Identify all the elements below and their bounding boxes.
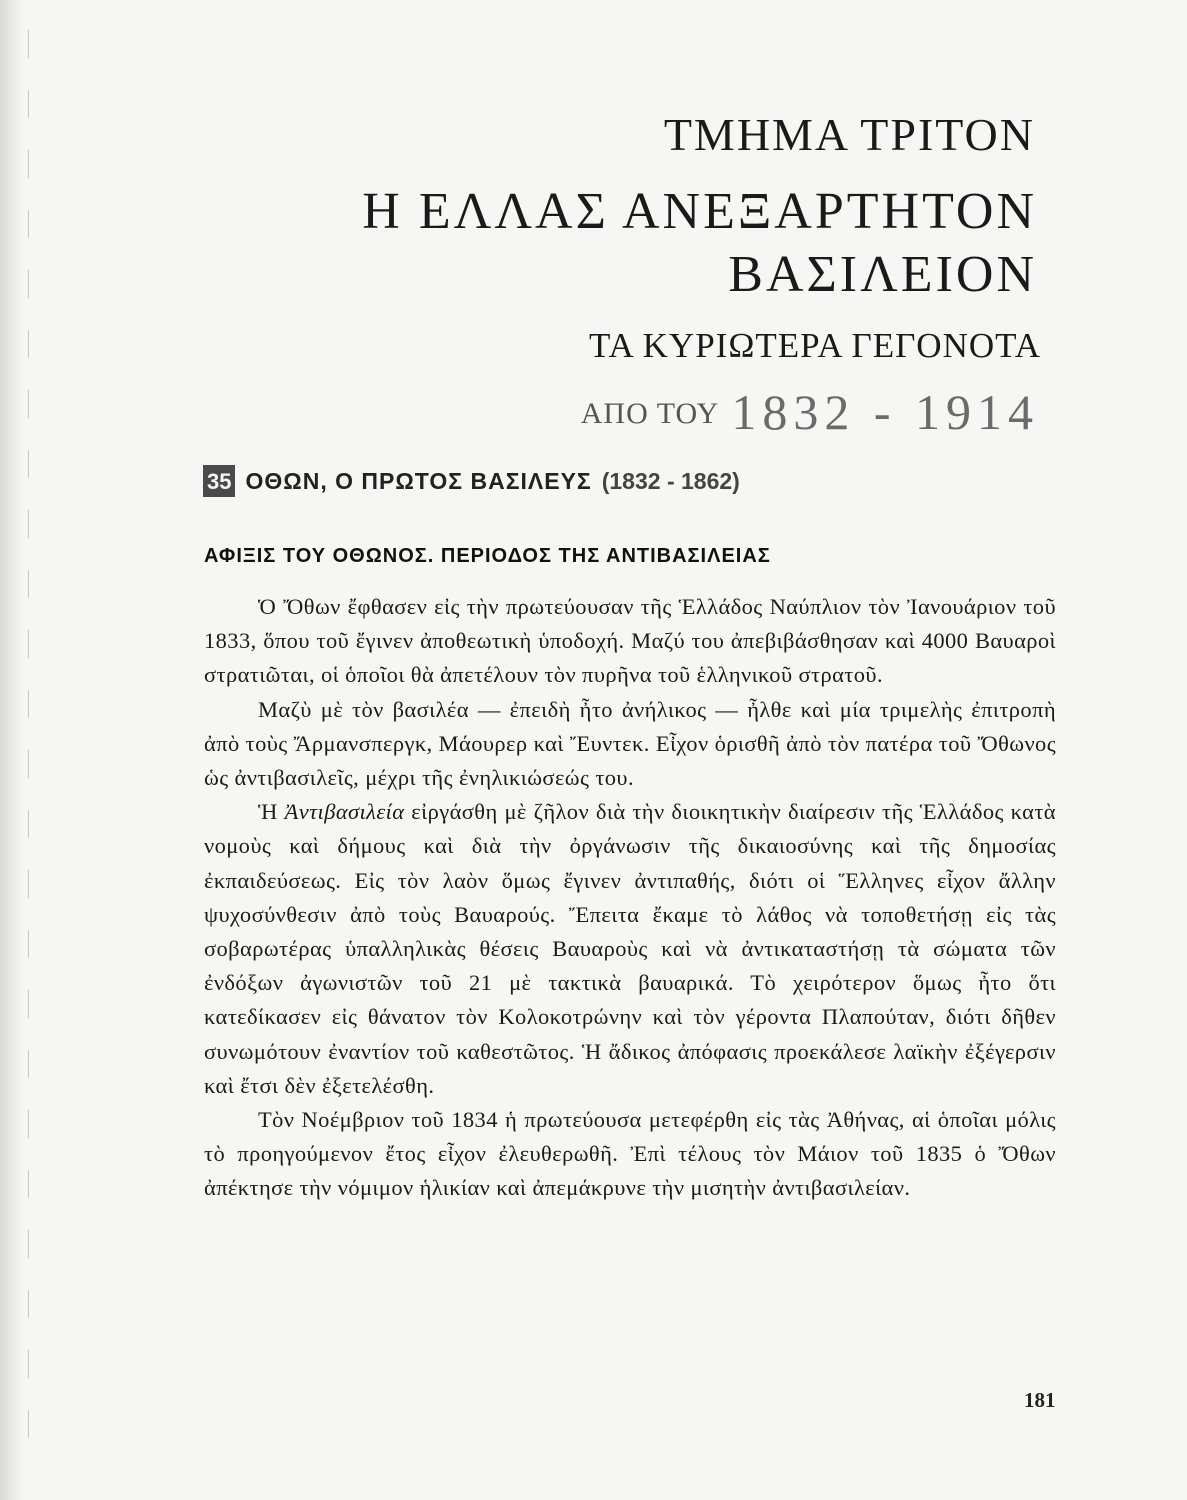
paragraph-3-text: εἰργάσθη μὲ ζῆλον διὰ τὴν διοικητικὴν διαίρεσιν τῆς Ἑλλάδος κατὰ νομοὺς καὶ δήμους καὶ διὰ τὴν ὀργάνωσιν τῆς δικαιοσύνης καὶ τῆς δημοσίας ἐκπαιδεύσεως. Εἰς τὸν λαὸν ὅμως ἔγινεν ἀντιπαθής, διότι οἱ Ἕλληνες εἶχον ἄλλην ψυχοσύνθεσιν ἀπὸ τοὺς Βαυαρούς. Ἔπειτα ἔκαμε τὸ λάθος νὰ τοποθετήσῃ εἰς τὰς σοβαρωτέρας ὑπαλληλικὰς θέσεις Βαυαροὺς καὶ νὰ ἀντικαταστήσῃ τὰ σώματα τῶν ἐνδόξων ἀγωνιστῶν τοῦ 21 μὲ τακτικὰ βαυαρικά. Τὸ χειρότερον ὅμως ἦτο ὅτι κατεδίκασεν εἰς θάνατον τὸν Κολοκοτρώνην καὶ τὸν γέροντα Πλαπούταν, διότι δῆθεν συνωμότουν ἐναντίον τοῦ καθεστῶτος. Ἡ ἄδικος ἀπόφασις προεκάλεσε λαϊκὴν ἐξέγερσιν καὶ ἔτσι δὲν ἐξετελέσθη. [204, 799, 1056, 1098]
paragraph-3-italic-term: Ἀντιβασιλεία [284, 799, 405, 825]
paragraph-4: Τὸν Νοέμβριον τοῦ 1834 ἡ πρωτεύουσα μετεφέρθη εἰς τὰς Ἀθήνας, αἱ ὁποῖαι μόλις τὸ προηγούμενον ἔτος εἶχον ἐλευθερωθῆ. Ἐπὶ τέλους τὸν Μάιον τοῦ 1835 ὁ Ὄθων ἀπέκτησε τὴν νόμιμον ἡλικίαν καὶ ἀπεμάκρυνε τὴν μισητὴν ἀντιβασιλείαν. [204, 1107, 1056, 1201]
paragraph-1: Ὁ Ὄθων ἔφθασεν εἰς τὴν πρωτεύουσαν τῆς Ἑλλάδος Ναύπλιον τὸν Ἰανουάριον τοῦ 1833, ὅπου τοῦ ἔγινεν ἀποθεωτικὴ ὑποδοχή. Μαζύ του ἀπεβιβάσθησαν καὶ 4000 Βαυαροὶ στρατιῶται, οἱ ὁποῖοι θὰ ἀπετέλουν τὸν πυρῆνα τοῦ ἑλληνικοῦ στρατοῦ. [204, 594, 1056, 688]
paragraph-2: Μαζὺ μὲ τὸν βασιλέα — ἐπειδὴ ἦτο ἀνήλικος — ἦλθε καὶ μία τριμελὴς ἐπιτροπὴ ἀπὸ τοὺς Ἄρμανσπεργκ, Μάουρερ καὶ Ἔυντεκ. Εἶχον ὁρισθῆ ἀπὸ τὸν πατέρα τοῦ Ὄθωνος ὡς ἀντιβασιλεῖς, μέχρι τῆς ἐνηλικιώσεώς του. [204, 696, 1056, 791]
section-label: ΤΜΗΜΑ ΤΡΙΤΟΝ [663, 109, 1035, 160]
chapter-years: (1832 - 1862) [601, 467, 740, 494]
years-line [581, 383, 1039, 441]
chapter-title: ΟΘΩΝ, Ο ΠΡΩΤΟΣ ΒΑΣΙΛΕΥΣ [245, 467, 592, 494]
paragraph-3 [204, 795, 1056, 1103]
body-text [204, 590, 1056, 1206]
chapter-heading [203, 465, 740, 497]
years-from-label: ΑΠΟ ΤΟΥ [580, 397, 720, 430]
page-edge-shadow [0, 0, 26, 1500]
main-title-line-1: Η ΕΛΛΑΣ ΑΝΕΞΑΡΤΗΤΟΝ [362, 183, 1037, 240]
chapter-number-badge: 35 [203, 465, 235, 497]
section-subheading: ΑΦΙΞΙΣ ΤΟΥ ΟΘΩΝΟΣ. ΠΕΡΙΟΔΟΣ ΤΗΣ ΑΝΤΙΒΑΣΙΛΕΙΑΣ [204, 545, 771, 567]
paragraph-3-prefix: Ἡ [258, 799, 285, 825]
binding-edge-line [28, 30, 29, 1470]
main-title-line-2: ΒΑΣΙΛΕΙΟΝ [728, 246, 1037, 303]
page-number: 181 [1024, 1388, 1056, 1412]
subtitle: ΤΑ ΚΥΡΙΩΤΕΡΑ ΓΕΓΟΝΟΤΑ [588, 326, 1041, 365]
years-range: 1832 - 1914 [731, 384, 1039, 440]
